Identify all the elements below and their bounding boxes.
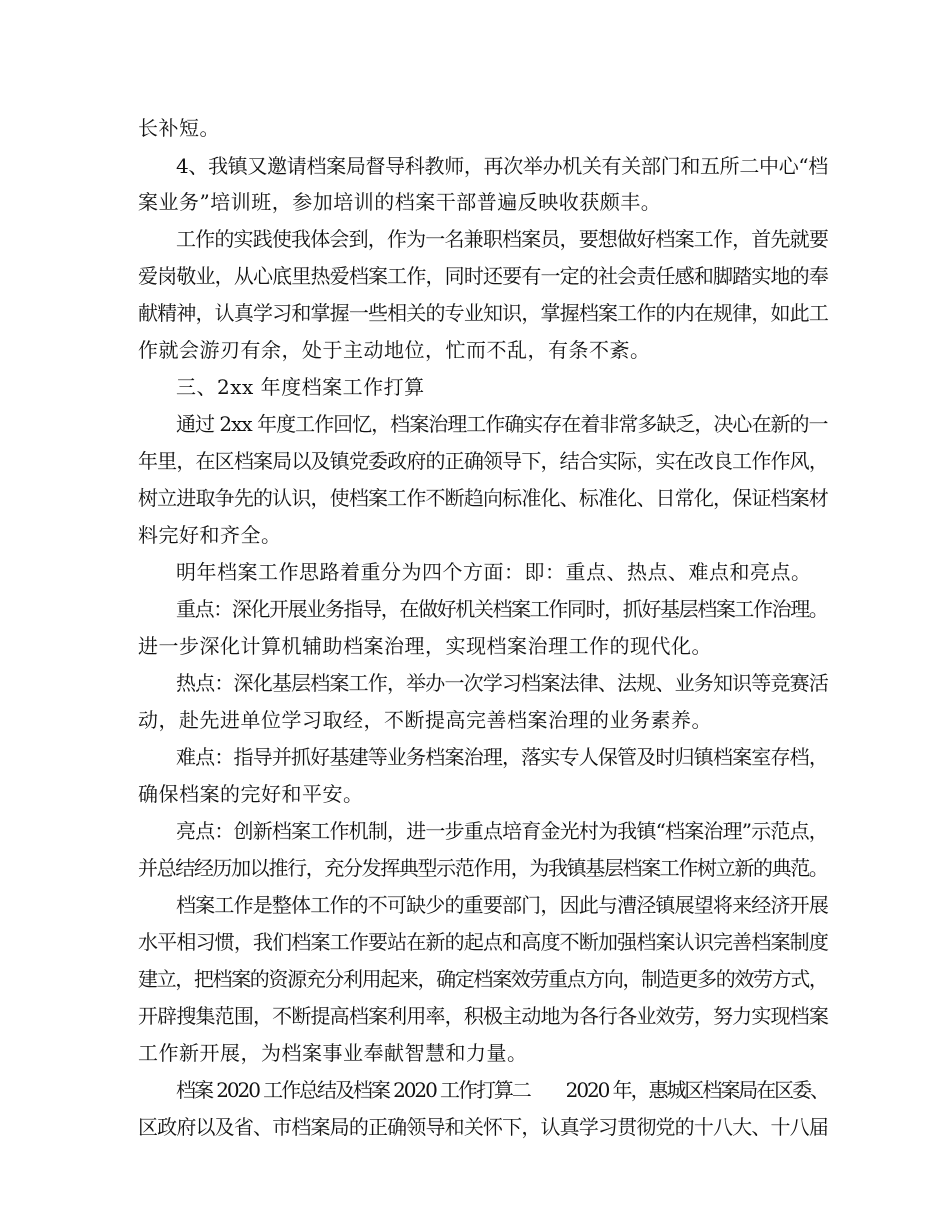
text-line: 确保档案的完好和平安。: [138, 782, 364, 806]
text-line: 并总结经历加以推行，充分发挥典型示范作用，为我镇基层档案工作树立新的典范。: [138, 856, 828, 880]
text-line: 建立，把档案的资源充分利用起来，确定档案效劳重点方向，制造更多的效劳方式，: [138, 967, 828, 991]
text-line: 明年档案工作思路着重分为四个方面：即：重点、热点、难点和亮点。: [176, 560, 812, 584]
text-line: 进一步深化计算机辅助档案治理，实现档案治理工作的现代化。: [138, 634, 712, 658]
text-line: 4、我镇又邀请档案局督导科教师，再次举办机关有关部门和五所二中心“档: [176, 154, 828, 178]
text-line: 亮点：创新档案工作机制，进一步重点培育金光村为我镇“档案治理”示范点，: [176, 819, 828, 843]
text-line: 年里，在区档案局以及镇党委政府的正确领导下，结合实际，实在改良工作作风，: [138, 449, 828, 473]
text-line: 爱岗敬业，从心底里热爱档案工作，同时还要有一定的社会责任感和脚踏实地的奉: [138, 264, 828, 288]
text-line: 热点：深化基层档案工作，举办一次学习档案法律、法规、业务知识等竞赛活: [176, 671, 828, 695]
text-line: 区政府以及省、市档案局的正确领导和关怀下，认真学习贯彻党的十八大、十八届: [138, 1115, 828, 1139]
text-line: 重点：深化开展业务指导，在做好机关档案工作同时，抓好基层档案工作治理。: [176, 597, 828, 621]
text-line: 开辟搜集范围，不断提高档案利用率，积极主动地为各行各业效劳，努力实现档案: [138, 1004, 828, 1028]
text-line: 长补短。: [138, 116, 220, 140]
text-line: 工作新开展，为档案事业奉献智慧和力量。: [138, 1041, 528, 1065]
text-line: 树立进取争先的认识，使档案工作不断趋向标准化、标准化、日常化，保证档案材: [138, 486, 828, 510]
text-line: 档案 2020 工作总结及档案 2020 工作打算二 2020 年，惠城区档案局在区委、: [176, 1078, 828, 1102]
text-line: 案业务”培训班，参加培训的档案干部普遍反映收获颇丰。: [138, 190, 662, 214]
text-line: 献精神，认真学习和掌握一些相关的专业知识，掌握档案工作的内在规律，如此工: [138, 301, 828, 325]
text-line: 水平相习惯，我们档案工作要站在新的起点和高度不断加强档案认识完善档案制度: [138, 930, 828, 954]
text-line: 难点：指导并抓好基建等业务档案治理，落实专人保管及时归镇档案室存档，: [176, 745, 828, 769]
text-line: 料完好和齐全。: [138, 523, 282, 547]
section-heading: 三、2xx 年度档案工作打算: [176, 375, 425, 399]
text-line: 动，赴先进单位学习取经，不断提高完善档案治理的业务素养。: [138, 708, 712, 732]
text-line: 工作的实践使我体会到，作为一名兼职档案员，要想做好档案工作，首先就要: [176, 227, 828, 251]
text-line: 作就会游刃有余，处于主动地位，忙而不乱，有条不紊。: [138, 338, 651, 362]
text-line: 通过 2xx 年度工作回忆，档案治理工作确实存在着非常多缺乏，决心在新的一: [176, 412, 828, 436]
text-line: 档案工作是整体工作的不可缺少的重要部门，因此与漕泾镇展望将来经济开展: [176, 893, 828, 917]
